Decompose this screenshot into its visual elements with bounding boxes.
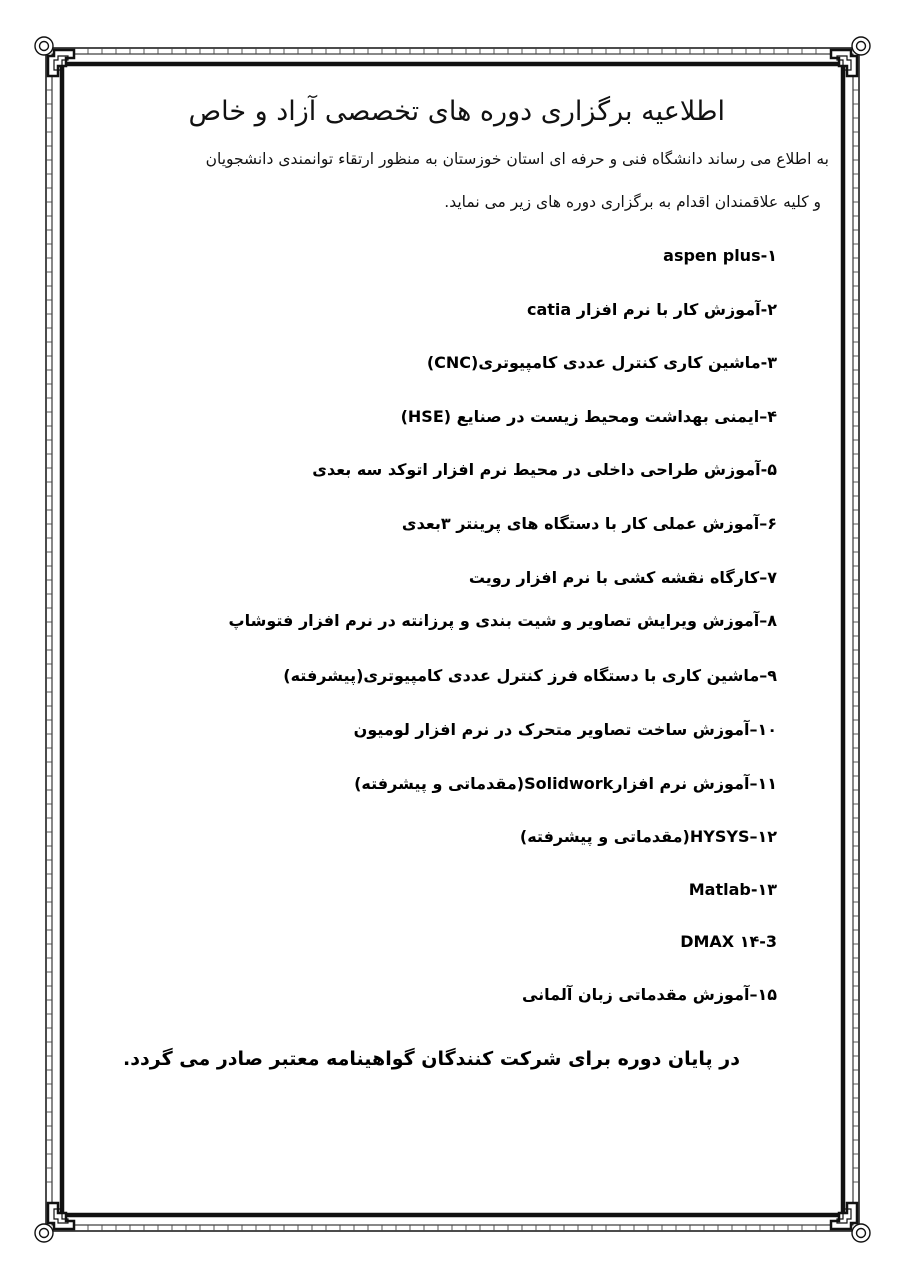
course-item-12: ۱۲–HYSYS(مقدماتی و پیشرفته) <box>519 827 777 846</box>
course-item-11: ۱۱–آموزش نرم افزارSolidwork(مقدماتی و پیشرفته) <box>354 774 777 793</box>
course-item-4: ۴–ایمنی بهداشت ومحیط زیست در صنایع (HSE) <box>400 407 777 426</box>
course-item-9: ۹–ماشین کاری با دستگاه فرز کنترل عددی کامپیوتری(پیشرفته) <box>283 666 777 685</box>
course-item-2: ۲-آموزش کار با نرم افزار catia <box>526 300 777 319</box>
course-item-5: ۵-آموزش طراحی داخلی در محیط نرم افزار اتوکد سه بعدی <box>312 460 777 479</box>
course-item-3: ۳-ماشین کاری کنترل عددی کامپیوتری(CNC) <box>426 353 777 372</box>
course-item-15: ۱۵–آموزش مقدماتی زبان آلمانی <box>521 985 777 1004</box>
intro-paragraph-line-1: به اطلاع می رساند دانشگاه فنی و حرفه ای استان خوزستان به منظور ارتقاء توانمندی دانشجویان <box>205 150 829 168</box>
certificate-note: در پایان دوره برای شرکت کنندگان گواهینامه معتبر صادر می گردد. <box>123 1048 740 1070</box>
course-item-13: ۱۳-Matlab <box>688 880 777 899</box>
course-item-14: ۱۴-3 DMAX <box>680 932 777 951</box>
notice-title: اطلاعیه برگزاری دوره های تخصصی آزاد و خاص <box>188 96 725 127</box>
course-item-1: ۱-aspen plus <box>663 246 777 265</box>
course-item-7: ۷–کارگاه نقشه کشی با نرم افزار رویت <box>468 568 777 587</box>
course-item-6: ۶–آموزش عملی کار با دستگاه های پرینتر ۳بعدی <box>401 514 777 533</box>
intro-paragraph-line-2: و کلیه علاقمندان اقدام به برگزاری دوره های زیر می نماید. <box>444 193 821 211</box>
course-item-8: ۸–آموزش ویرایش تصاویر و شیت بندی و پرزانته در نرم افزار فتوشاپ <box>228 611 777 630</box>
notice-body <box>70 80 835 1200</box>
course-item-10: ۱۰–آموزش ساخت تصاویر متحرک در نرم افزار لومیون <box>353 720 777 739</box>
